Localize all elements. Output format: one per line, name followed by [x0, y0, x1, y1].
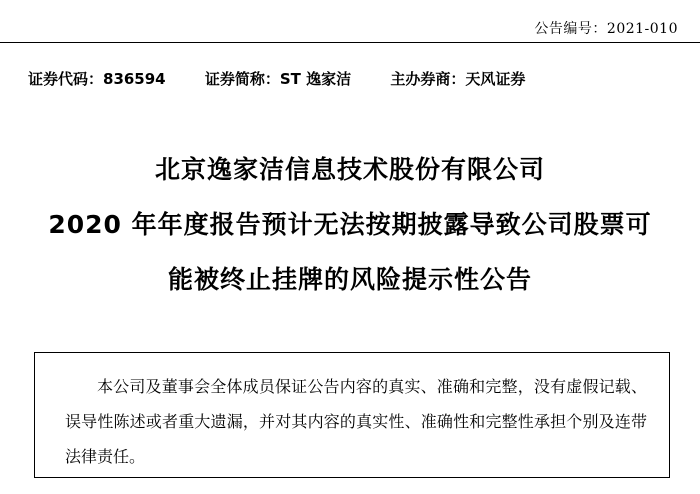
security-abbreviation: 证券简称：ST 逸家洁: [204, 70, 352, 88]
security-info-row: [28, 68, 688, 89]
title-line-1: 北京逸家洁信息技术股份有限公司: [154, 155, 545, 184]
title-line-3: 能被终止挂牌的风险提示性公告: [167, 265, 532, 294]
security-code: 证券代码：836594: [28, 70, 166, 88]
notice-box: [34, 352, 670, 478]
header-divider: [0, 42, 700, 43]
title-line-2: 2020 年年度报告预计无法按期披露导致公司股票可: [48, 210, 652, 239]
announcement-number: 公告编号：2021-010: [534, 21, 678, 37]
sponsor-broker: 主办券商：天风证券: [390, 70, 526, 88]
notice-text: 本公司及董事会全体成员保证公告内容的真实、准确和完整，没有虚假记载、误导性陈述或者重大遗漏，并对其内容的真实性、准确性和完整性承担个别及连带法律责任。: [65, 377, 647, 466]
